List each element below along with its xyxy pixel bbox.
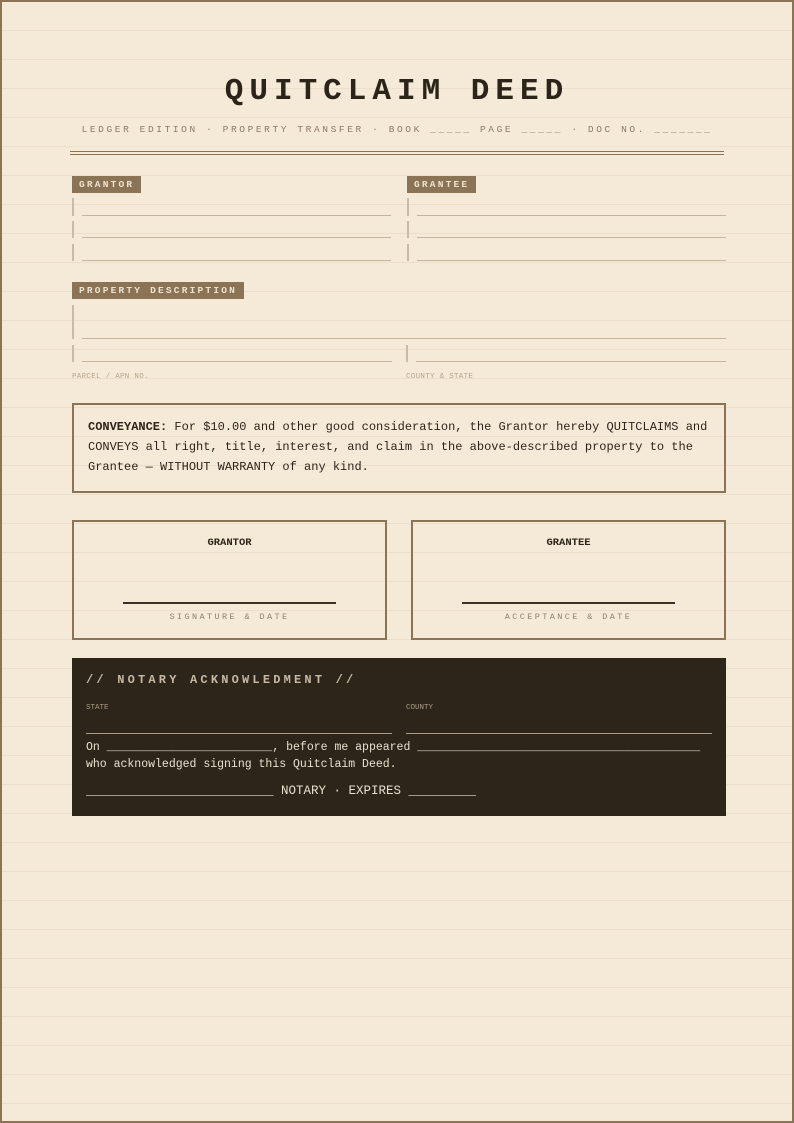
notary-county-input[interactable] — [406, 733, 712, 734]
page-subtitle: LEDGER EDITION · PROPERTY TRANSFER · BOOK _____ PAGE _____ · DOC NO. _______ — [81, 124, 713, 135]
grantee-signature-box — [411, 520, 726, 640]
parcel-label: PARCEL / APN NO. — [72, 373, 149, 381]
grantor-line-3-marker — [72, 244, 74, 261]
notary-acknowledged-line: who acknowledged signing this Quitclaim Deed. — [86, 758, 397, 771]
conveyance-clause — [72, 403, 726, 493]
grantor-line-1-marker — [72, 198, 74, 216]
parcel-input[interactable] — [82, 361, 392, 362]
property-description-marker — [72, 305, 74, 339]
grantee-section-tag: GRANTEE — [407, 176, 476, 193]
grantee-line-3-input[interactable] — [417, 260, 726, 261]
notary-signature-line[interactable]: _________________________ NOTARY · EXPIRES _________ — [86, 784, 477, 798]
county-state-label: COUNTY & STATE — [406, 373, 474, 381]
grantee-signature-title: GRANTEE — [546, 537, 591, 549]
grantee-signature-caption: ACCEPTANCE & DATE — [504, 612, 633, 622]
property-section-tag: PROPERTY DESCRIPTION — [72, 282, 244, 299]
grantor-signature-line[interactable] — [123, 602, 336, 604]
notary-county-label: COUNTY — [406, 704, 434, 712]
grantor-section-tag: GRANTOR — [72, 176, 141, 193]
grantee-line-2-marker — [407, 221, 409, 238]
notary-title: // NOTARY ACKNOWLEDMENT // — [86, 673, 357, 687]
notary-acknowledgment-block — [72, 658, 726, 816]
parcel-marker — [72, 345, 74, 362]
page-title: QUITCLAIM DEED — [224, 74, 570, 109]
grantor-line-3-input[interactable] — [82, 260, 391, 261]
grantor-line-1-input[interactable] — [82, 215, 391, 216]
grantee-line-3-marker — [407, 244, 409, 261]
grantor-line-2-input[interactable] — [82, 237, 391, 238]
county-state-input[interactable] — [416, 361, 726, 362]
grantor-line-2-marker — [72, 221, 74, 238]
grantor-signature-box — [72, 520, 387, 640]
grantee-line-2-input[interactable] — [417, 237, 726, 238]
notary-state-label: STATE — [86, 704, 109, 712]
county-state-marker — [406, 345, 408, 362]
conveyance-text: For $10.00 and other good consideration, the Grantor hereby QUITCLAIMS and CONVEYS all right, title, interest, and claim in the above-described property to the Grantee — WITHOUT WARRANTY of any kind. — [88, 420, 708, 474]
conveyance-lead: CONVEYANCE: — [88, 420, 168, 434]
grantee-line-1-marker — [407, 198, 409, 216]
notary-state-input[interactable] — [86, 733, 392, 734]
grantor-signature-title: GRANTOR — [207, 537, 252, 549]
notary-appearance-line: On ________________________, before me appeared _________________________________________ — [86, 741, 701, 754]
property-description-input[interactable] — [82, 338, 726, 339]
grantor-signature-caption: SIGNATURE & DATE — [169, 612, 290, 622]
header-divider — [70, 151, 724, 155]
grantee-line-1-input[interactable] — [417, 215, 726, 216]
grantee-signature-line[interactable] — [462, 602, 675, 604]
